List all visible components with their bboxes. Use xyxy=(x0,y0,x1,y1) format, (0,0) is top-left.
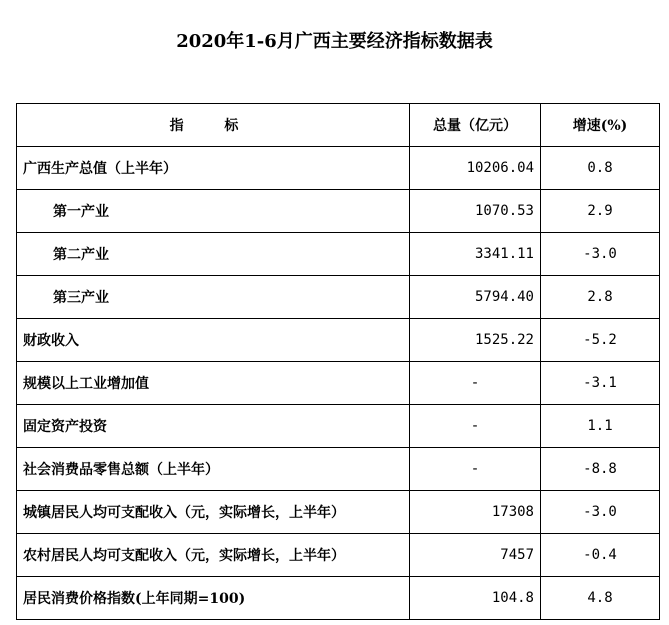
growth-value-cell: -3.0 xyxy=(541,233,660,276)
total-value-cell: 5794.40 xyxy=(410,276,541,319)
header-total: 总量（亿元） xyxy=(410,104,541,147)
indicator-name-cell: 规模以上工业增加值 xyxy=(17,362,410,405)
table-header-row xyxy=(17,104,660,147)
total-value-cell: 1525.22 xyxy=(410,319,541,362)
indicator-name-cell: 固定资产投资 xyxy=(17,405,410,448)
table-row xyxy=(17,534,660,577)
total-value-cell: 3341.11 xyxy=(410,233,541,276)
indicator-name-cell: 居民消费价格指数(上年同期=100) xyxy=(17,577,410,620)
growth-value-cell: -0.4 xyxy=(541,534,660,577)
growth-value-cell: 2.9 xyxy=(541,190,660,233)
header-indicator: 指 标 xyxy=(17,104,410,147)
table-body xyxy=(17,147,660,620)
total-value-cell: 17308 xyxy=(410,491,541,534)
total-value-cell: 7457 xyxy=(410,534,541,577)
table-row xyxy=(17,491,660,534)
growth-value-cell: 4.8 xyxy=(541,577,660,620)
indicator-name-cell: 第一产业 xyxy=(17,190,410,233)
indicator-name-cell: 第二产业 xyxy=(17,233,410,276)
indicator-name-cell: 第三产业 xyxy=(17,276,410,319)
page-title: 2020年1-6月广西主要经济指标数据表 xyxy=(176,31,493,52)
total-value-cell: 10206.04 xyxy=(410,147,541,190)
total-value-cell: 104.8 xyxy=(410,577,541,620)
indicator-name-cell: 社会消费品零售总额（上半年） xyxy=(17,448,410,491)
indicator-name-cell: 财政收入 xyxy=(17,319,410,362)
total-value-cell: 1070.53 xyxy=(410,190,541,233)
growth-value-cell: -3.1 xyxy=(541,362,660,405)
indicator-table xyxy=(16,103,660,620)
header-growth: 增速(%) xyxy=(541,104,660,147)
growth-value-cell: 1.1 xyxy=(541,405,660,448)
total-value-cell: - xyxy=(410,448,541,491)
growth-value-cell: -5.2 xyxy=(541,319,660,362)
growth-value-cell: -3.0 xyxy=(541,491,660,534)
table-row xyxy=(17,276,660,319)
total-value-cell: - xyxy=(410,405,541,448)
growth-value-cell: 2.8 xyxy=(541,276,660,319)
table-row xyxy=(17,362,660,405)
growth-value-cell: 0.8 xyxy=(541,147,660,190)
table-row xyxy=(17,233,660,276)
table-row xyxy=(17,147,660,190)
table-row xyxy=(17,190,660,233)
indicator-name-cell: 城镇居民人均可支配收入（元，实际增长，上半年） xyxy=(17,491,410,534)
growth-value-cell: -8.8 xyxy=(541,448,660,491)
table-row xyxy=(17,577,660,620)
table-row xyxy=(17,448,660,491)
table-row xyxy=(17,405,660,448)
table-row xyxy=(17,319,660,362)
total-value-cell: - xyxy=(410,362,541,405)
indicator-name-cell: 农村居民人均可支配收入（元，实际增长，上半年） xyxy=(17,534,410,577)
indicator-name-cell: 广西生产总值（上半年） xyxy=(17,147,410,190)
